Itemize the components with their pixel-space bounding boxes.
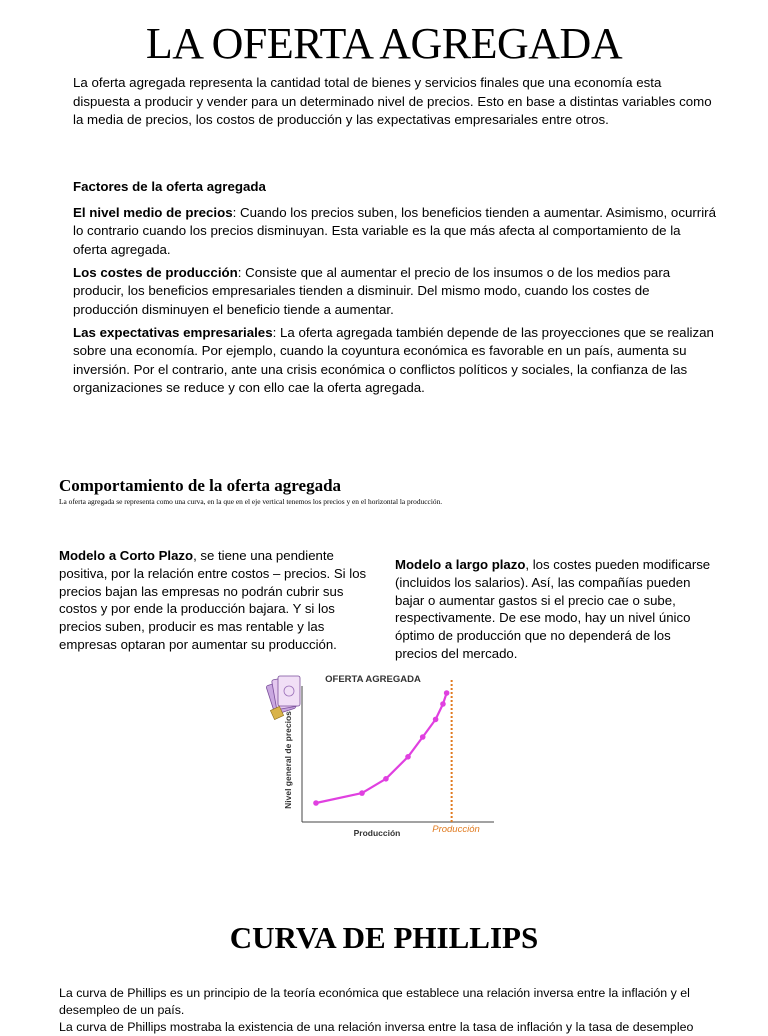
curve-point [383,776,389,782]
y-axis-label: Nivel general de precios [283,711,293,809]
curve-point [405,754,411,760]
factor-price-level [73,204,718,259]
phillips-paragraph-cut: La curva de Phillips mostraba la existencia de una relación inversa entre la tasa de inflación y la tasa de desempleo [59,1020,694,1034]
factors-heading: Factores de la oferta agregada [73,179,266,194]
supply-curve [316,693,447,803]
x-axis-label: Producción [353,828,401,838]
vertical-line-label: Producción [432,824,480,835]
chart-title: OFERTA AGREGADA [325,674,421,685]
factor-text: : La oferta agregada también depende de las proyecciones que se realizan sobre una economía. Por ejemplo, cuando la coyuntura económica es favorable en un país, aumenta su inversión. Por el contrario, ante una crisis económica o conflictos políticos y sociales, la confianza de las organizaciones se reduce y con ello cae la oferta agregada. [73,325,714,395]
curve-point [433,717,439,723]
phillips-title: CURVA DE PHILLIPS [229,920,539,955]
factor-term: Los costes de producción [73,265,238,280]
factor-term: El nivel medio de precios [73,205,233,220]
curve-point [313,800,319,806]
behavior-heading: Comportamiento de la oferta agregada [59,476,342,495]
long-term-model [395,556,715,663]
factor-text: : Consiste que al aumentar el precio de los insumos o de los medios para producir, los beneficios empresariales tienden a disminuir. Del mismo modo, cuando los costes de producción disminuyen el beneficio tiende a aumentar. [73,265,671,317]
curve-point [359,790,365,796]
curve-point [440,701,446,707]
page-title: LA OFERTA AGREGADA [145,19,623,68]
aggregate-supply-chart [262,668,502,848]
factor-term: Las expectativas empresariales [73,325,273,340]
long-term-text: , los costes pueden modificarse (incluidos los salarios). Así, las compañías pueden bajar o aumentar gastos si el precio cae o sube, respectivamente. De ese modo, hay un nivel único óptimo de producción que no dependerá de los precios del mercado. [395,557,711,661]
phillips-paragraph: La curva de Phillips es un principio de la teoría económica que establece una relación inversa entre la inflación y el desempleo de un país. [59,986,690,1017]
curve-point [420,734,426,740]
long-term-term: Modelo a largo plazo [395,557,526,572]
factor-text: : Cuando los precios suben, los beneficios tienden a aumentar. Asimismo, ocurrirá lo contrario cuando los precios disminuyan. Esta variable es la que más afecta al comportamiento de la oferta agregada. [73,205,717,257]
factor-production-costs [73,264,718,319]
short-term-model [59,547,379,654]
intro-paragraph: La oferta agregada representa la cantidad total de bienes y servicios finales que una economía esta dispuesta a producir y vender para un determinado nivel de precios. Esto en base a distintas variables como la media de precios, los costos de producción y las expectativas empresariales entre otros. [73,75,712,127]
behavior-description: La oferta agregada se representa como una curva, en la que en el eje vertical tenemos los precios y en el horizontal la producción. [59,497,443,506]
chart-svg [262,668,502,848]
factor-business-expectations [73,324,718,397]
curve-point [444,690,450,696]
chart-marks [313,680,451,822]
short-term-text: , se tiene una pendiente positiva, por la relación entre costos – precios. Si los precios bajan las empresas no podrán cubrir sus costos y por ende la producción bajara. Y si los precios suben, producir es mas rentable y las empresas optaran por aumentar su producción. [59,548,367,652]
short-term-term: Modelo a Corto Plazo [59,548,194,563]
